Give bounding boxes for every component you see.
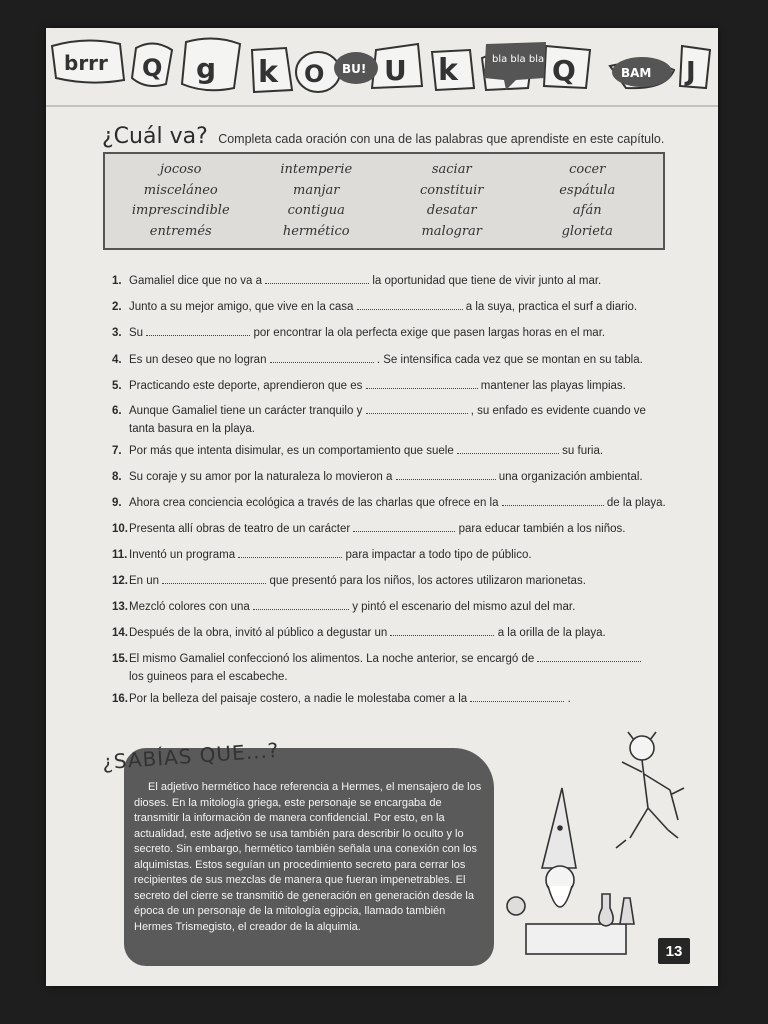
sentence-item [112, 598, 672, 616]
word-bank-item: malograr [421, 223, 483, 239]
answer-blank[interactable] [265, 273, 369, 284]
answer-blank[interactable] [357, 299, 463, 310]
word-bank-item: saciar [431, 162, 472, 177]
sentence-text-end: para educar también a los niños. [458, 523, 626, 535]
sentence-number: 14. [112, 627, 128, 639]
answer-blank[interactable] [270, 352, 374, 363]
answer-blank[interactable] [396, 469, 496, 480]
sentence-number: 7. [112, 445, 122, 457]
sentence-number: 2. [112, 301, 122, 313]
answer-blank[interactable] [366, 378, 478, 389]
sentence-number: 6. [112, 405, 122, 417]
word-bank-item: intemperie [280, 162, 353, 177]
sentence-number: 13. [112, 601, 128, 613]
sentence-text-end: a la suya, practica el surf a diario. [465, 301, 638, 313]
answer-blank[interactable] [470, 691, 564, 702]
sentence-number: 16. [112, 693, 128, 705]
sentence-item [112, 624, 672, 642]
word-bank [103, 152, 665, 250]
sentence-item [112, 546, 672, 564]
sentence-text-start: Aunque Gamaliel tiene un carácter tranquilo y [129, 405, 363, 417]
sentence-number: 4. [112, 354, 122, 366]
sentence-text-start: Gamaliel dice que no va a [129, 275, 262, 287]
answer-blank[interactable] [146, 325, 250, 336]
sabias-que-text [134, 780, 486, 935]
sentence-text-end: . Se intensifica cada vez que se montan en su tabla. [376, 354, 643, 366]
svg-text:J: J [686, 57, 696, 87]
sentence-number: 1. [112, 275, 122, 287]
answer-blank[interactable] [253, 599, 349, 610]
svg-text:k: k [258, 55, 278, 90]
sentence-text-end: mantener las playas limpias. [480, 380, 626, 392]
answer-blank[interactable] [390, 625, 494, 636]
word-bank-item: constituir [419, 182, 484, 198]
sentence-text-end: una organización ambiental. [498, 471, 643, 483]
bubble-bam-text: BAM [621, 66, 652, 80]
workbook-page [46, 28, 718, 986]
sabias-que-paragraph: El adjetivo hermético hace referencia a Hermes, el mensajero de los dioses. En la mitología griega, este personaje se encargaba de transmitir la información de manera confidencial. Por esto, en la actualidad, este adjetivo se usa también para describir lo oculto y lo secreto. Sin embargo, hermético también señala una conexión con los alquimistas. Estos seguían un procedimiento secreto para cerrar los recipientes de sus mezclas de manera que fueran impenetrables. El secreto del cierre se transmitió de generación en generación desde la época de un personaje de la mitología egipcia, llamado también Hermes Trismegisto, el creador de la alquimia. [134, 781, 482, 933]
sentence-text-end: , su enfado es evidente cuando ve [470, 405, 646, 417]
sentence-text-end: la oportunidad que tiene de vivir junto al mar. [372, 275, 602, 287]
sentence-number: 11. [112, 549, 128, 561]
sentence-item [112, 520, 672, 538]
sentence-text-start: Inventó un programa [129, 549, 236, 561]
svg-text:k: k [438, 53, 458, 88]
svg-text:Q: Q [552, 54, 576, 87]
page-number: 13 [658, 938, 690, 964]
sentence-text-start: En un [129, 575, 160, 587]
sentence-number: 12. [112, 575, 128, 587]
exercise-instructions: Completa cada oración con una de las palabras que aprendiste en este capítulo. [218, 132, 665, 146]
sabias-que-title: ¿SABÍAS QUE...? [101, 737, 281, 775]
svg-text:O: O [304, 60, 325, 88]
answer-blank[interactable] [366, 403, 468, 414]
sentence-text-start: Junto a su mejor amigo, que vive en la casa [129, 301, 354, 313]
svg-text:U: U [384, 54, 407, 87]
sentence-number: 15. [112, 653, 128, 665]
sentence-text-start: Mezcló colores con una [129, 601, 250, 613]
word-bank-item: glorieta [561, 223, 613, 239]
sentence-text-end: su furia. [562, 445, 604, 457]
sentence-text-start: Después de la obra, invitó al público a degustar un [129, 627, 388, 639]
sentence-text-continuation: tanta basura en la playa. [129, 423, 255, 435]
answer-blank[interactable] [162, 573, 266, 584]
sentence-item [112, 572, 672, 590]
exercise-title: ¿Cuál va? [102, 124, 208, 149]
sentence-text-end: y pintó el escenario del mismo azul del mar. [352, 601, 576, 613]
word-bank-item: entremés [149, 223, 212, 239]
sentence-number: 8. [112, 471, 122, 483]
sentence-item [112, 298, 672, 316]
sentence-text-end: a la orilla de la playa. [497, 627, 606, 639]
sentence-item [112, 351, 672, 369]
answer-blank[interactable] [238, 547, 342, 558]
sentence-item [112, 468, 672, 486]
sentence-text-start: Ahora crea conciencia ecológica a través de las charlas que ofrece en la [129, 497, 499, 509]
sentence-item [112, 272, 672, 290]
sentence-text-end: que presentó para los niños, los actores utilizaron marionetas. [269, 575, 586, 587]
sentence-number: 5. [112, 380, 122, 392]
sentence-text-start: Es un deseo que no logran [129, 354, 267, 366]
sentence-text-start: Su coraje y su amor por la naturaleza lo movieron a [129, 471, 393, 483]
word-bank-item: manjar [293, 182, 340, 198]
word-bank-item: misceláneo [143, 182, 218, 198]
sentence-text-start: El mismo Gamaliel confeccionó los alimentos. La noche anterior, se encargó de [129, 653, 535, 665]
word-bank-item: imprescindible [131, 203, 230, 218]
exercise-heading [102, 124, 664, 149]
sentence-text-end: para impactar a todo tipo de público. [345, 549, 532, 561]
comic-letters-banner [46, 28, 718, 114]
answer-blank[interactable] [537, 651, 641, 662]
word-bank-item: contigua [287, 203, 345, 218]
bubble-bu-text: BU! [342, 62, 367, 76]
sentence-text-start: Presenta allí obras de teatro de un carácter [129, 523, 351, 535]
sentence-number: 9. [112, 497, 122, 509]
sentence-item [112, 377, 672, 395]
sentence-text-start: Por la belleza del paisaje costero, a nadie le molestaba comer a la [129, 693, 468, 705]
svg-text:g: g [196, 52, 217, 85]
svg-text:Q: Q [142, 54, 163, 82]
sentence-text-start: Por más que intenta disimular, es un comportamiento que suele [129, 445, 454, 457]
sentence-number: 10. [112, 523, 128, 535]
word-bank-item: hermético [282, 223, 350, 239]
answer-blank[interactable] [457, 443, 559, 454]
alchemist-hermes-illustration [502, 728, 692, 958]
word-bank-item: jocoso [160, 162, 202, 177]
sentence-text-end: . [567, 693, 571, 705]
word-bank-item: afán [572, 203, 602, 218]
sentence-text-end: por encontrar la ola perfecta exige que pasen largas horas en el mar. [253, 327, 606, 339]
sentence-item [112, 442, 672, 460]
answer-blank[interactable] [353, 521, 455, 532]
sentence-item [112, 650, 672, 686]
word-bank-item: espátula [559, 182, 616, 198]
answer-blank[interactable] [502, 495, 604, 506]
word-bank-item: cocer [569, 162, 606, 177]
sentence-number: 3. [112, 327, 122, 339]
sentence-text-start: Practicando este deporte, aprendieron que es [129, 380, 363, 392]
sentence-text-start: Su [129, 327, 144, 339]
sentence-item [112, 494, 672, 512]
sentence-text-end: de la playa. [606, 497, 666, 509]
sentence-item [112, 690, 672, 708]
word-bank-item: desatar [426, 203, 477, 218]
sentence-item [112, 402, 672, 438]
bubble-blabla-text: bla bla bla [492, 54, 545, 65]
svg-text:brrr: brrr [64, 51, 108, 75]
sentence-text-continuation: los guineos para el escabeche. [129, 671, 288, 683]
sentence-item [112, 324, 672, 342]
